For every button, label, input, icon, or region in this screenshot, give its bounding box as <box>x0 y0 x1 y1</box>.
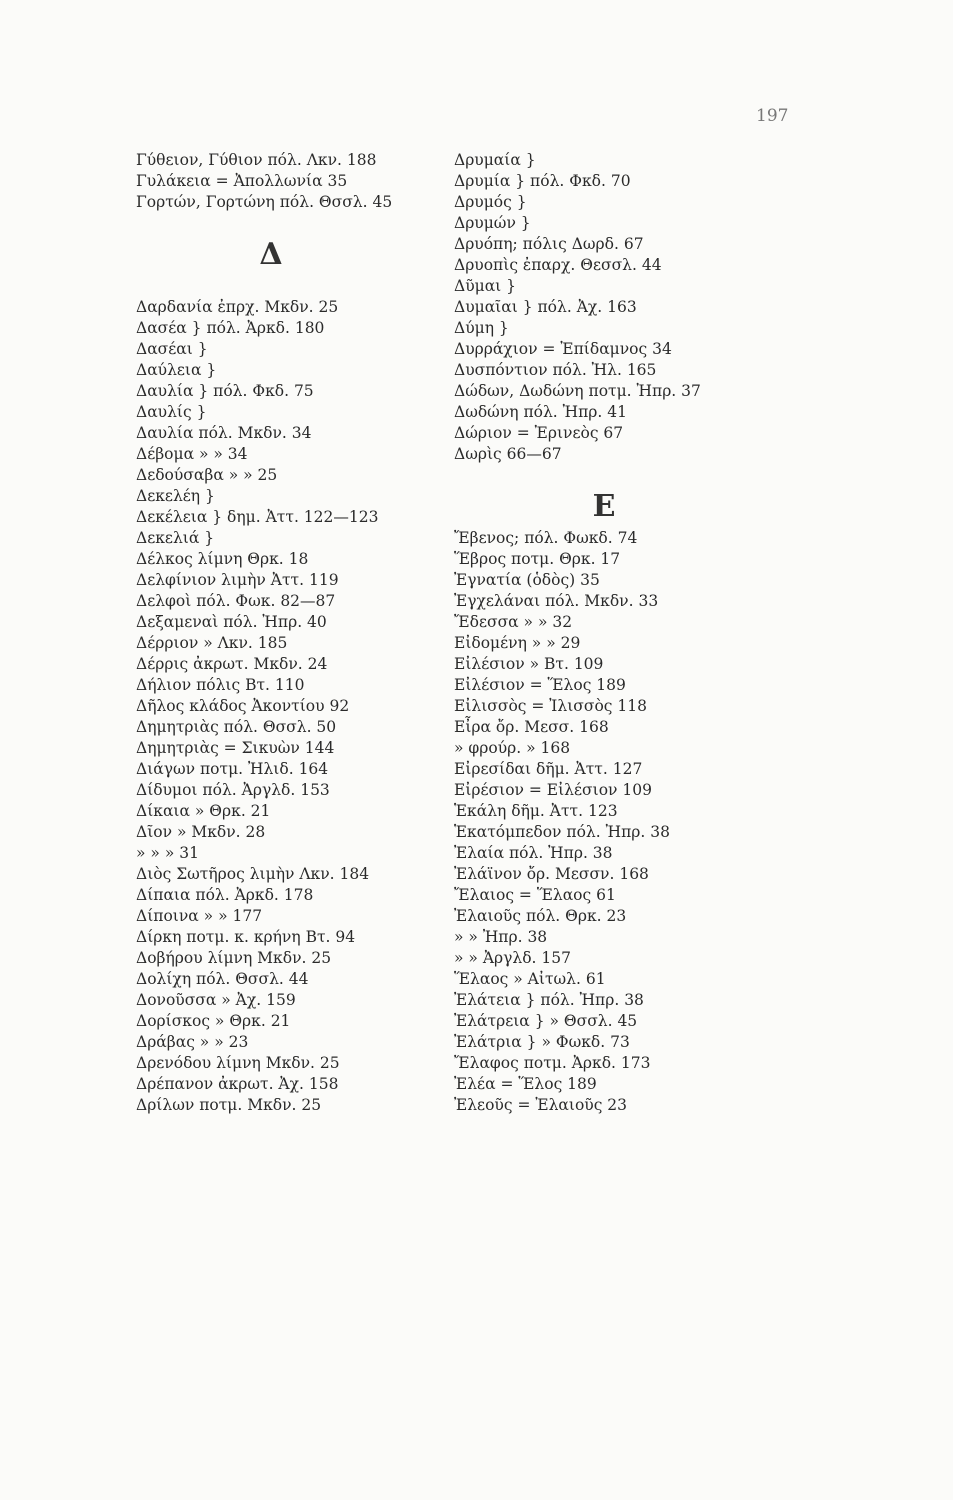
index-entry: Δασέαι } <box>136 340 208 358</box>
index-entry: Εἰλέσιον = Ἕλος 189 <box>454 676 626 694</box>
index-entry: Δρίλων ποτμ. Μκδν. 25 <box>136 1096 322 1114</box>
index-entry: Δωδώνη πόλ. Ἠπρ. 41 <box>454 403 627 421</box>
index-entry: Δίποινα » » 177 <box>136 907 263 925</box>
index-entry: Δοβήρου λίμνη Μκδν. 25 <box>136 949 332 967</box>
index-entry: Ἑκατόμπεδον πόλ. Ἠπρ. 38 <box>454 823 670 841</box>
index-entry: Δώριον = Ἐρινεὸς 67 <box>454 424 624 442</box>
index-entry: Δύμη } <box>454 319 509 337</box>
index-entry: Δρέπανον ἀκρωτ. Ἀχ. 158 <box>136 1075 339 1093</box>
index-entry: Δαυλίς } <box>136 403 207 421</box>
index-entry: Δημητριὰς πόλ. Θσσλ. 50 <box>136 718 337 736</box>
index-entry: Δεκελέη } <box>136 487 215 505</box>
index-entry: Δρυμός } <box>454 193 527 211</box>
section-letter-heading: Δ <box>259 237 283 272</box>
index-entry: Δεξαμεναὶ πόλ. Ἠπρ. 40 <box>136 613 327 631</box>
index-entry: Δέρρις ἀκρωτ. Μκδν. 24 <box>136 655 328 673</box>
index-entry: Ἕβρος ποτμ. Θρκ. 17 <box>454 550 621 568</box>
index-entry: Ἐλαία πόλ. Ἠπρ. 38 <box>454 844 613 862</box>
index-entry: Ἐλάτρια } » Φωκδ. 73 <box>454 1033 630 1051</box>
index-entry: Δορίσκος » Θρκ. 21 <box>136 1012 291 1030</box>
index-entry: Δήλιον πόλις Βτ. 110 <box>136 676 305 694</box>
index-entry: Δρυμών } <box>454 214 531 232</box>
index-entry: Δίκαια » Θρκ. 21 <box>136 802 271 820</box>
index-entry: » » Ἀργλδ. 157 <box>454 949 571 967</box>
index-entry: Δελφίνιον λιμὴν Ἀττ. 119 <box>136 571 339 589</box>
index-entry: Ἐλαιοῦς πόλ. Θρκ. 23 <box>454 907 627 925</box>
index-entry: Δώδων, Δωδώνη ποτμ. Ἠπρ. 37 <box>454 382 701 400</box>
index-entry: Δασέα } πόλ. Ἀρκδ. 180 <box>136 319 325 337</box>
index-entry: Ἐλέα = Ἕλος 189 <box>454 1075 597 1093</box>
index-entry: Δίρκη ποτμ. κ. κρήνη Βτ. 94 <box>136 928 356 946</box>
index-entry: Ἐγχελάναι πόλ. Μκδν. 33 <box>454 592 659 610</box>
index-entry: Δαυλία } πόλ. Φκδ. 75 <box>136 382 314 400</box>
index-entry: Εἰλέσιον » Βτ. 109 <box>454 655 604 673</box>
index-entry: Δῖον » Μκδν. 28 <box>136 823 266 841</box>
index-entry: Δημητριὰς = Σικυὼν 144 <box>136 739 335 757</box>
index-entry: Δωρὶς 66—67 <box>454 445 562 463</box>
index-entry: Δρυοπὶς ἐπαρχ. Θεσσλ. 44 <box>454 256 662 274</box>
index-entry: Δυμαῖαι } πόλ. Ἀχ. 163 <box>454 298 637 316</box>
index-entry: Γυλάκεια = Ἀπολλωνία 35 <box>136 172 348 190</box>
index-entry: Δράβας » » 23 <box>136 1033 249 1051</box>
spacer <box>454 465 784 486</box>
index-entry: Δεδούσαβα » » 25 <box>136 466 278 484</box>
index-entry: Δρυόπη; πόλις Δωρδ. 67 <box>454 235 644 253</box>
index-entry: Δίπαια πόλ. Ἀρκδ. 178 <box>136 886 314 904</box>
index-entry: Ἑκάλη δῆμ. Ἀττ. 123 <box>454 802 618 820</box>
index-entry: Δαυλία πόλ. Μκδν. 34 <box>136 424 312 442</box>
index-entry: Δίδυμοι πόλ. Ἀργλδ. 153 <box>136 781 330 799</box>
index-entry: Ἔλαφος ποτμ. Ἀρκδ. 173 <box>454 1054 651 1072</box>
index-entry: Δελφοὶ πόλ. Φωκ. 82—87 <box>136 592 336 610</box>
index-entry: Ἐλεοῦς = Ἐλαιοῦς 23 <box>454 1096 628 1114</box>
index-entry: Δεκελιά } <box>136 529 215 547</box>
index-entry: » φρούρ. » 168 <box>454 739 571 757</box>
index-entry: Δεκέλεια } δημ. Ἀττ. 122—123 <box>136 508 379 526</box>
index-entry: Δυρράχιον = Ἐπίδαμνος 34 <box>454 340 672 358</box>
spacer <box>136 276 456 297</box>
index-entry: Δέβομα » » 34 <box>136 445 248 463</box>
index-entry: Ἐλάτρεια } » Θσσλ. 45 <box>454 1012 638 1030</box>
index-entry: Δαρδανία ἐπρχ. Μκδν. 25 <box>136 298 339 316</box>
index-entry: Δαύλεια } <box>136 361 217 379</box>
index-entry: Δῦμαι } <box>454 277 517 295</box>
index-entry: Ἐλάϊνον ὄρ. Μεσσν. 168 <box>454 865 649 883</box>
index-entry: Δέλκος λίμνη Θρκ. 18 <box>136 550 309 568</box>
index-entry: Διάγων ποτμ. Ἠλιδ. 164 <box>136 760 329 778</box>
index-entry: Εἰρεσίδαι δῆμ. Ἀττ. 127 <box>454 760 643 778</box>
index-entry: Δῆλος κλάδος Ἀκοντίου 92 <box>136 697 350 715</box>
index-entry: Δρενόδου λίμνη Μκδν. 25 <box>136 1054 340 1072</box>
index-entry: Δονοῦσσα » Ἀχ. 159 <box>136 991 296 1009</box>
index-entry: Δολίχη πόλ. Θσσλ. 44 <box>136 970 309 988</box>
index-entry: Ἐγνατία (ὁδὸς) 35 <box>454 571 600 589</box>
index-entry: Εἰλισσὸς = Ἰλισσὸς 118 <box>454 697 647 715</box>
index-entry: » » Ἠπρ. 38 <box>454 928 548 946</box>
index-entry: Γορτών, Γορτώνη πόλ. Θσσλ. 45 <box>136 193 393 211</box>
index-entry: Ἔλαιος = Ἕλαος 61 <box>454 886 616 904</box>
index-entry: » » » 31 <box>136 844 199 862</box>
index-entry: Εἶρα ὄρ. Μεσσ. 168 <box>454 718 609 736</box>
index-entry: Γύθειον, Γύθιον πόλ. Λκν. 188 <box>136 151 377 169</box>
left-column <box>136 150 456 1116</box>
index-entry: Ἐλάτεια } πόλ. Ἠπρ. 38 <box>454 991 644 1009</box>
right-column <box>454 150 784 1116</box>
section-letter-heading: Ε <box>592 489 616 524</box>
index-entry: Εἰδομένη » » 29 <box>454 634 581 652</box>
index-entry: Ἔβενος; πόλ. Φωκδ. 74 <box>454 529 638 547</box>
spacer <box>136 213 456 234</box>
index-entry: Ἔδεσσα » » 32 <box>454 613 573 631</box>
index-entry: Διὸς Σωτῆρος λιμὴν Λκν. 184 <box>136 865 370 883</box>
index-entry: Δρυμαία } <box>454 151 536 169</box>
index-entry: Ἕλαος » Αἰτωλ. 61 <box>454 970 606 988</box>
index-entry: Δρυμία } πόλ. Φκδ. 70 <box>454 172 631 190</box>
page-number: 197 <box>756 106 789 126</box>
index-entry: Δυσπόντιον πόλ. Ἠλ. 165 <box>454 361 657 379</box>
index-entry: Εἰρέσιον = Εἰλέσιον 109 <box>454 781 652 799</box>
index-entry: Δέρριον » Λκν. 185 <box>136 634 288 652</box>
